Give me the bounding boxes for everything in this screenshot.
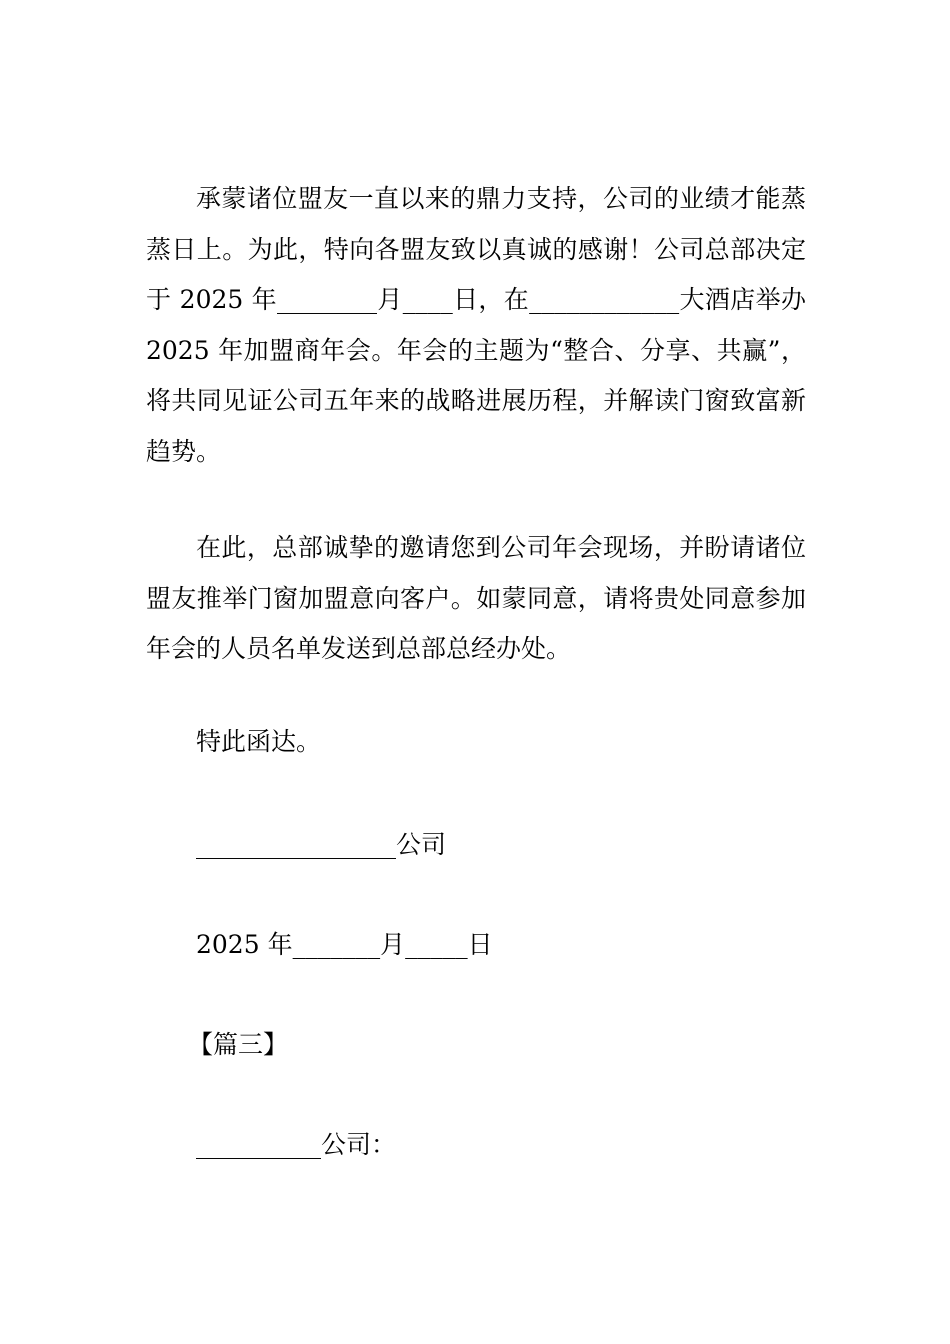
closing-line: 特此函达。	[196, 727, 322, 756]
addressee-line: __________公司：	[196, 1130, 397, 1159]
paragraph-invitation-request: 在此，总部诚挚的邀请您到公司年会现场，并盼请诸位盟友推举门窗加盟意向客户。如蒙同意，请将贵处同意参加年会的人员名单发送到总部总经办处。	[146, 533, 806, 663]
section-title: 【篇三】	[188, 1030, 289, 1059]
signature-company-line: ________________公司	[196, 830, 447, 859]
signature-date-line: 2025 年_______月_____日	[196, 930, 493, 959]
paragraph-invitation-intro: 承蒙诸位盟友一直以来的鼎力支持，公司的业绩才能蒸蒸日上。为此，特向各盟友致以真诚的感谢！公司总部决定于 2025 年________月____日，在____________大酒店举办 2025 年加盟商年会。年会的主题为“整合、分享、共赢”，将共同见证公司五年来的战略进展历程，并解读门窗致富新趋势。	[146, 184, 806, 466]
